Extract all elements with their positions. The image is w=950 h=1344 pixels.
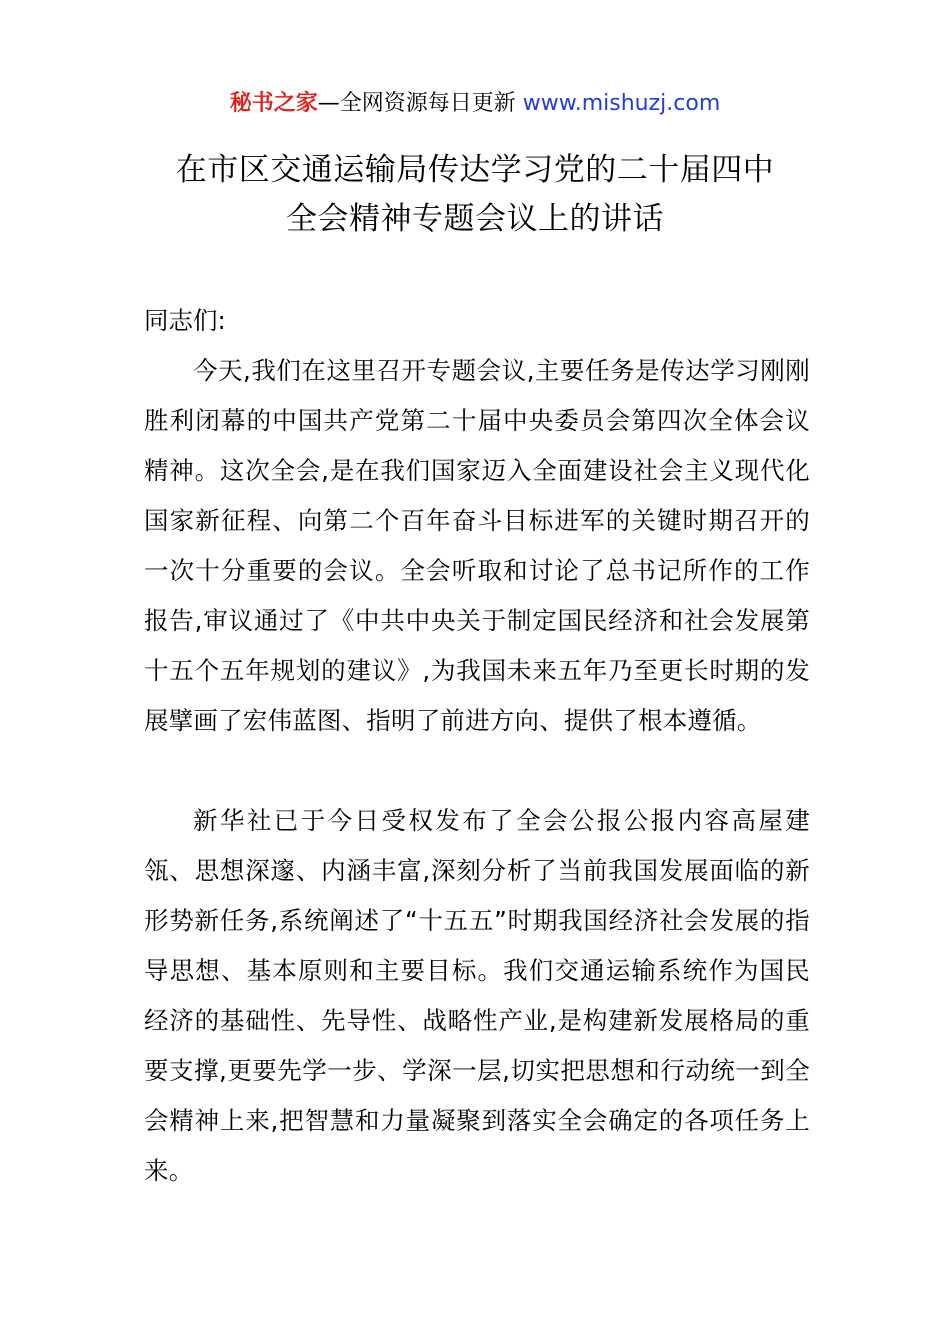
body-paragraph-2-wrapper	[144, 796, 810, 1196]
body-paragraph: 今天,我们在这里召开专题会议,主要任务是传达学习刚刚胜利闭幕的中国共产党第二十届中央委员会第四次全体会议精神。这次全会,是在我们国家迈入全面建设社会主义现代化国家新征程、向第二个百年奋斗目标进军的关键时期召开的一次十分重要的会议。全会听取和讨论了总书记所作的工作报告,审议通过了《中共中央关于制定国民经济和社会发展第十五个五年规划的建议》,为我国未来五年乃至更长时期的发展擘画了宏伟蓝图、指明了前进方向、提供了根本遵循。	[144, 356, 810, 735]
site-tagline: —全网资源每日更新	[317, 91, 523, 116]
salutation: 同志们:	[144, 306, 226, 335]
body-paragraph: 新华社已于今日受权发布了全会公报公报内容高屋建瓴、思想深邃、内涵丰富,深刻分析了当前我国发展面临的新形势新任务,系统阐述了“十五五”时期我国经济社会发展的指导思想、基本原则和主要目标。我们交通运输系统作为国民经济的基础性、先导性、战略性产业,是构建新发展格局的重要支撑,更要先学一步、学深一层,切实把思想和行动统一到全会精神上来,把智慧和力量凝聚到落实全会确定的各项任务上来。	[144, 806, 810, 1185]
document-title-line-1: 在市区交通运输局传达学习党的二十届四中	[175, 152, 775, 188]
document-title-line-2: 全会精神专题会议上的讲话	[286, 201, 664, 237]
site-header	[0, 89, 950, 119]
site-url-link[interactable]: www.mishuzj.com	[522, 91, 721, 116]
body-paragraph-1-wrapper	[144, 346, 810, 746]
site-brand: 秘书之家	[229, 91, 318, 116]
